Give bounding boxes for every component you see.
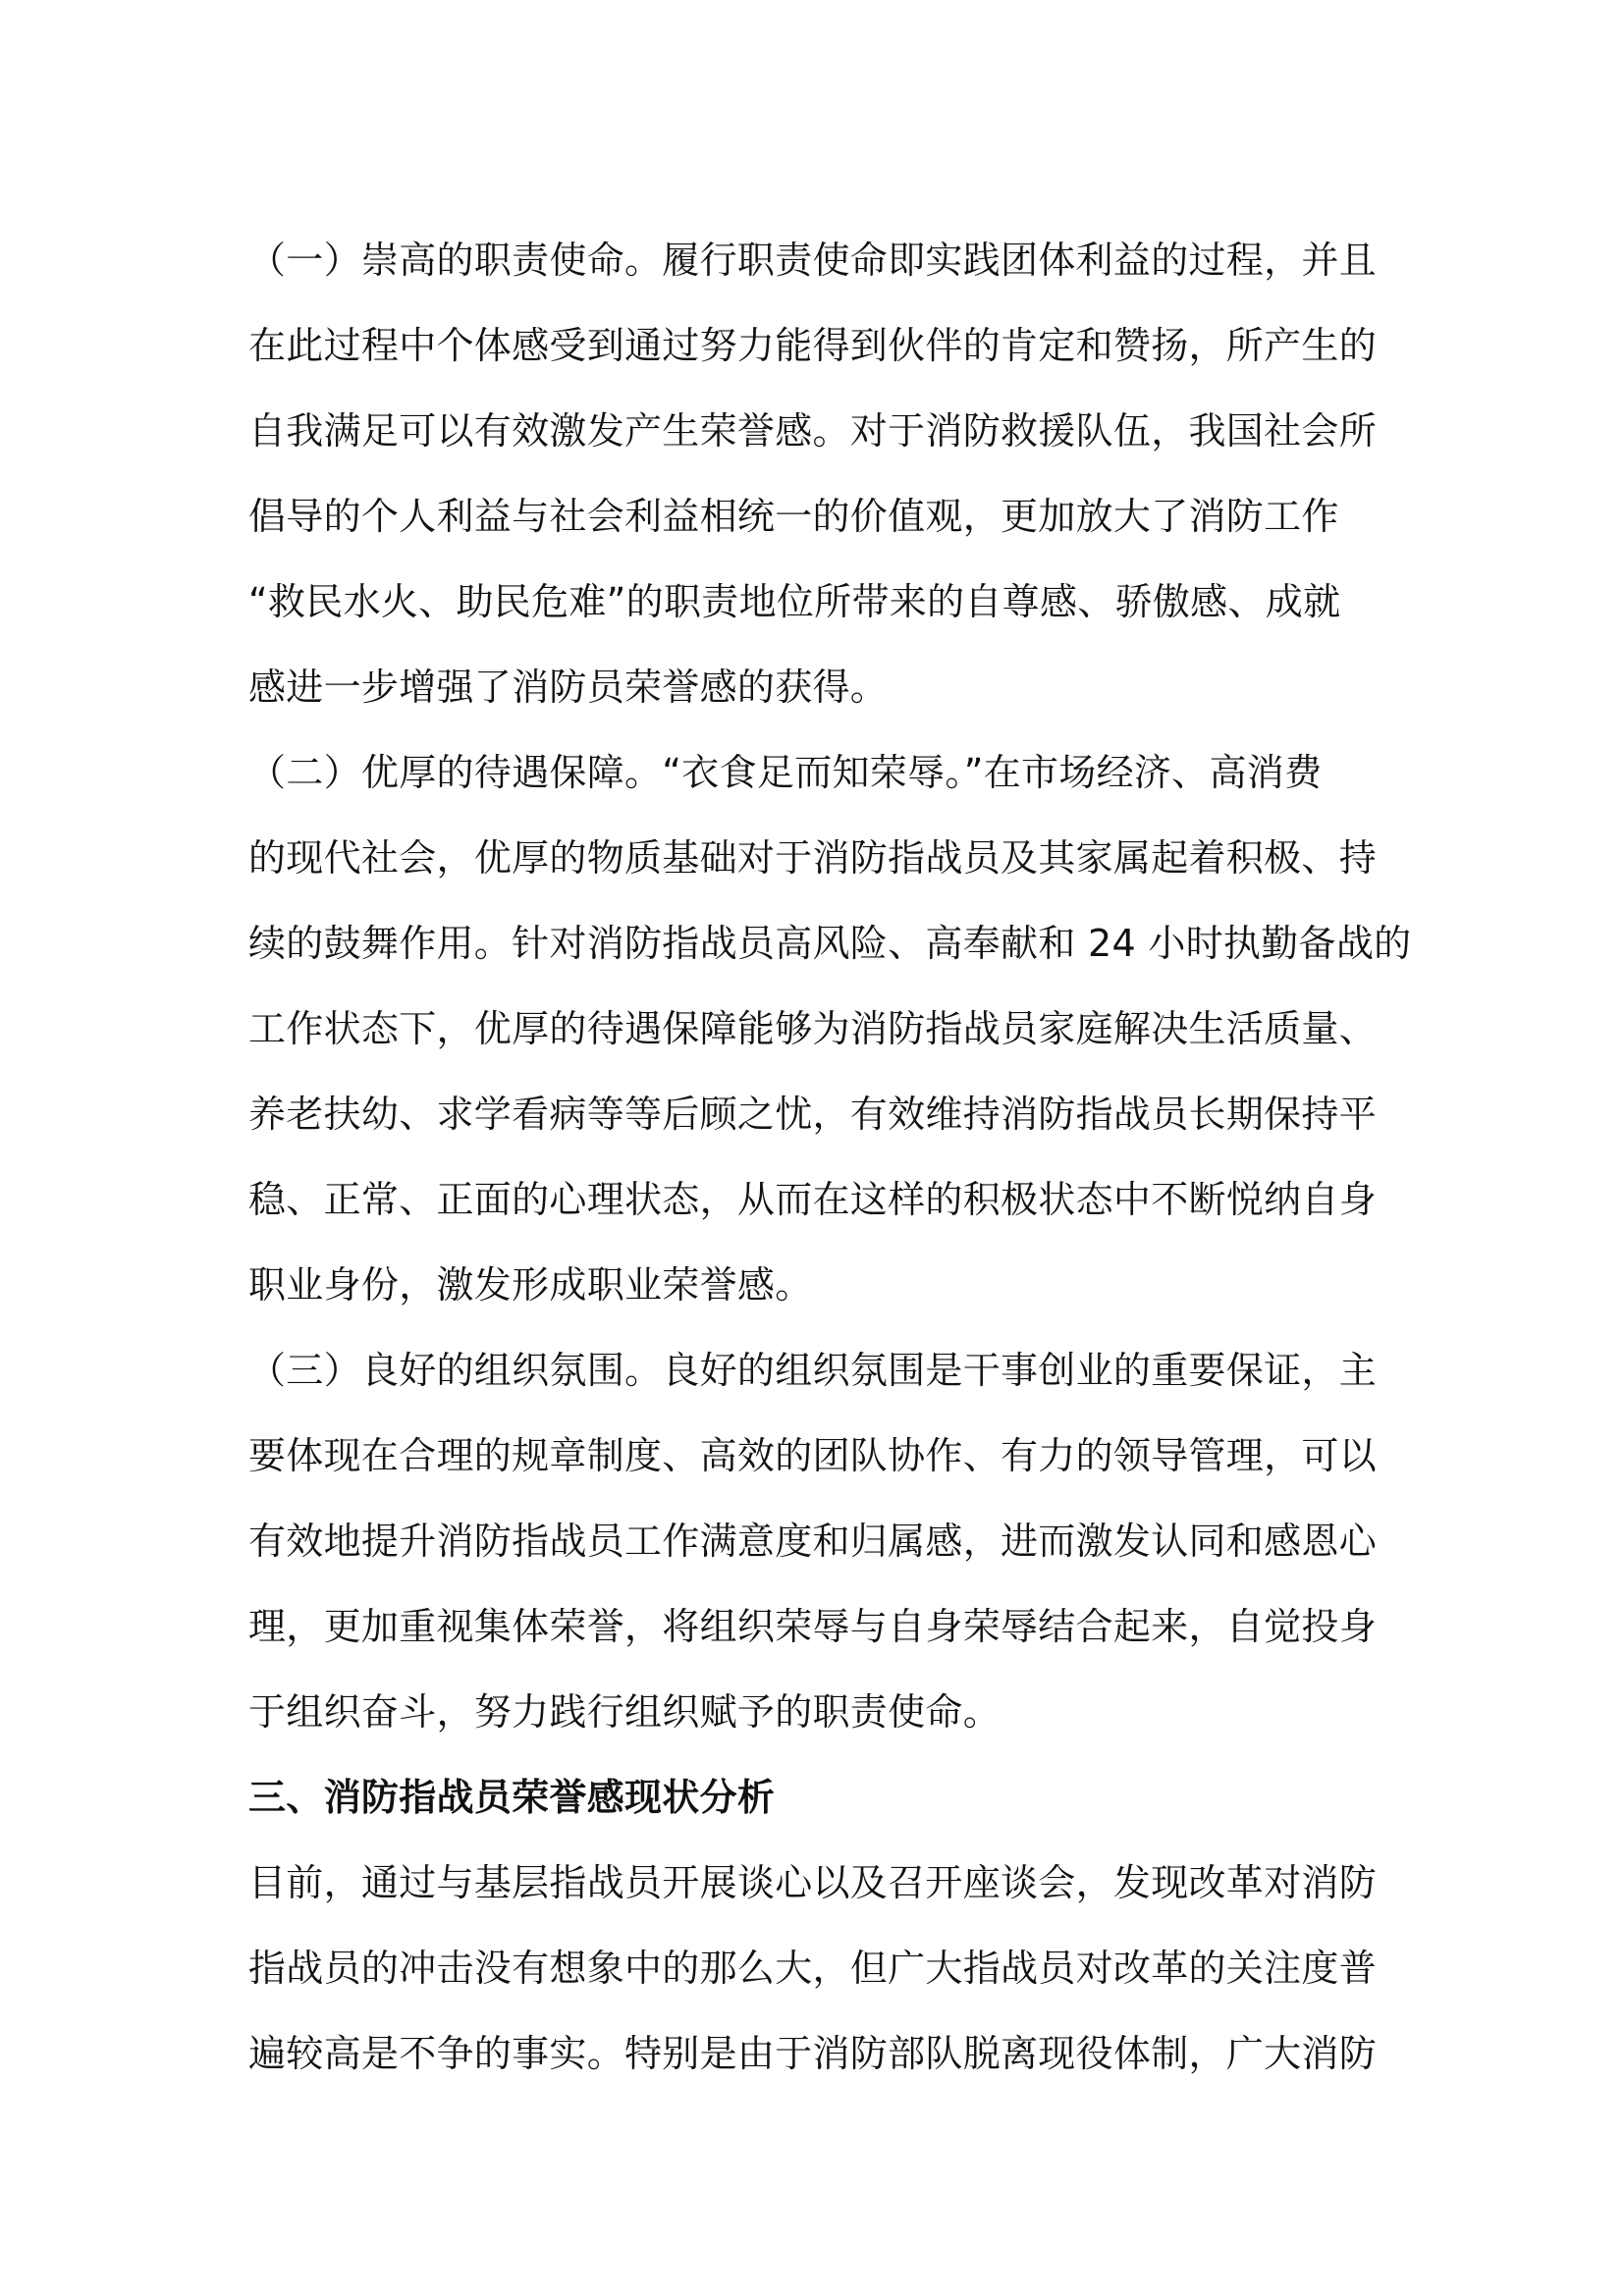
text-line: 的现代社会，优厚的物质基础对于消防指战员及其家属起着积极、持 [248,836,1378,880]
text-line: 倡导的个人利益与社会利益相统一的价值观，更加放大了消防工作 [248,495,1339,538]
text-line: 要体现在合理的规章制度、高效的团队协作、有力的领导管理，可以 [248,1434,1378,1477]
paragraph-benefits [248,730,1412,1328]
text-line: 工作状态下，优厚的待遇保障能够为消防指战员家庭解决生活质量、 [248,1007,1378,1050]
text-line: 感进一步增强了消防员荣誉感的获得。 [248,666,889,709]
text-line: 稳、正常、正面的心理状态，从而在这样的积极状态中不断悦纳自身 [248,1178,1378,1221]
text-line: 续的鼓舞作用。针对消防指战员高风险、高奉献和 24 小时执勤备战的 [248,922,1412,965]
text-line: 自我满足可以有效激发产生荣誉感。对于消防救援队伍，我国社会所 [248,409,1378,453]
text-line: （二）优厚的待遇保障。“衣食足而知荣辱。”在市场经济、高消费 [248,751,1323,794]
text-line: 养老扶幼、求学看病等等后顾之忧，有效维持消防指战员长期保持平 [248,1093,1378,1136]
text-line: 于组织奋斗，努力践行组织赋予的职责使命。 [248,1690,1001,1734]
text-line: 在此过程中个体感受到通过努力能得到伙伴的肯定和赞扬，所产生的 [248,324,1378,367]
text-line: 有效地提升消防指战员工作满意度和归属感，进而激发认同和感恩心 [248,1520,1378,1563]
text-line: （一）崇高的职责使命。履行职责使命即实践团体利益的过程，并且 [248,239,1378,282]
paragraph-duty-mission [248,218,1387,730]
text-line: 理，更加重视集体荣誉，将组织荣辱与自身荣辱结合起来，自觉投身 [248,1605,1378,1648]
text-line: 职业身份，激发形成职业荣誉感。 [248,1263,813,1307]
text-line: 指战员的冲击没有想象中的那么大，但广大指战员对改革的关注度普 [248,1947,1378,1990]
paragraph-current-status [248,1841,1387,2097]
document-page [248,218,1412,2097]
text-line: （三）良好的组织氛围。良好的组织氛围是干事创业的重要保证，主 [248,1349,1378,1392]
text-line: 遍较高是不争的事实。特别是由于消防部队脱离现役体制，广大消防 [248,2032,1378,2075]
paragraph-organization [248,1328,1387,1755]
text-line: “救民水火、助民危难”的职责地位所带来的自尊感、骄傲感、成就 [248,580,1341,623]
text-line: 目前，通过与基层指战员开展谈心以及召开座谈会，发现改革对消防 [248,1861,1378,1904]
section-heading: 三、消防指战员荣誉感现状分析 [248,1776,776,1819]
